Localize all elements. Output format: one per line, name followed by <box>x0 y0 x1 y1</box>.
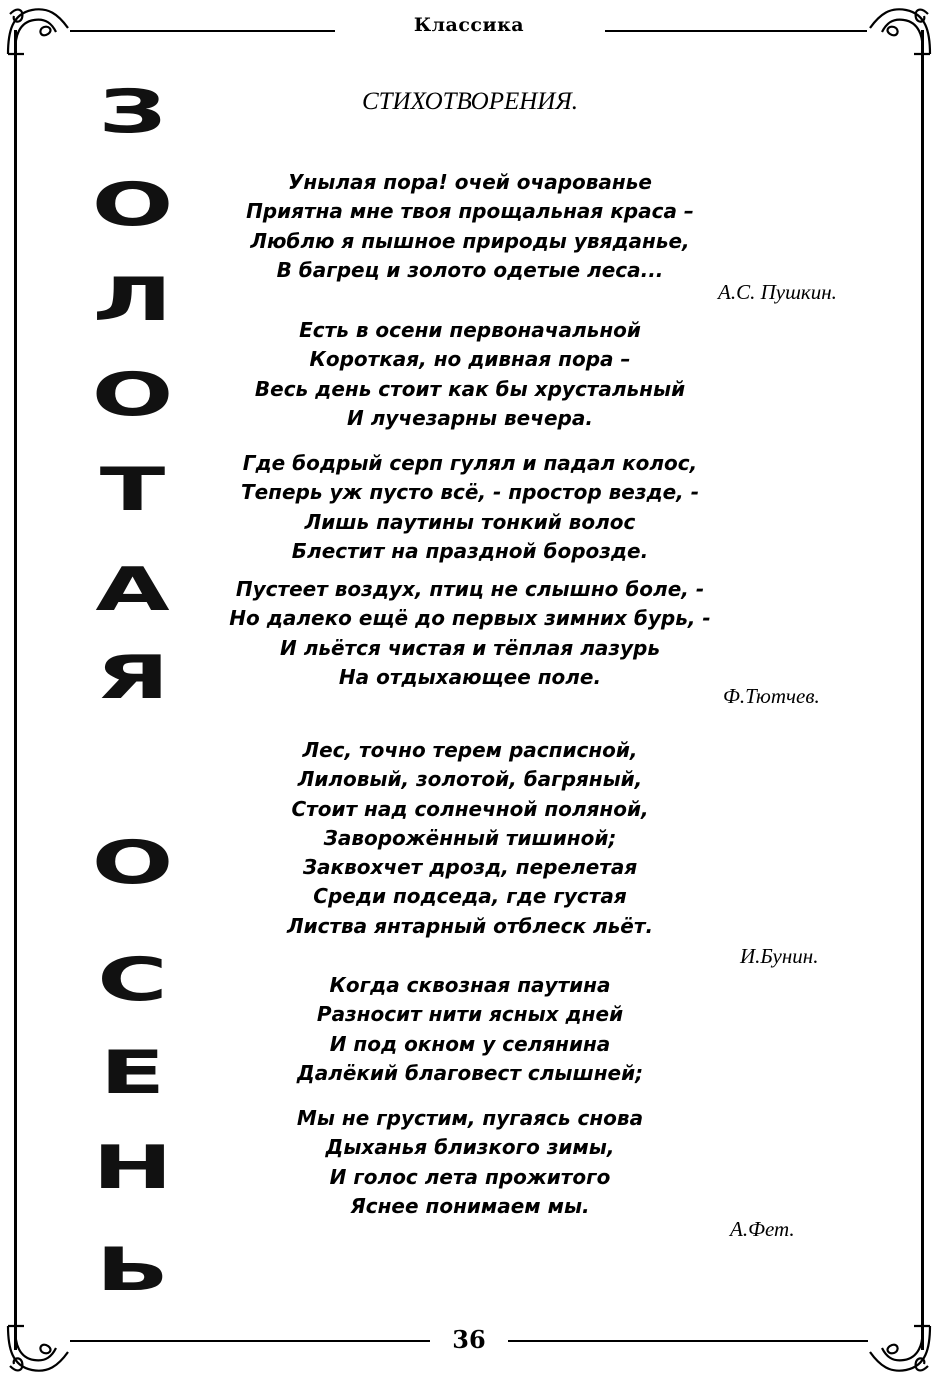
poem-line: Дыханья близкого зимы, <box>325 1135 615 1160</box>
poem-line: Приятна мне твоя прощальная краса – <box>246 199 694 224</box>
vertical-letter: Е <box>99 1038 166 1108</box>
frame-right-border <box>921 30 924 1350</box>
vertical-letter: С <box>97 945 168 1015</box>
vertical-letter: А <box>95 555 170 625</box>
footer-rule-left <box>70 1340 430 1342</box>
poem-line: Блестит на праздной борозде. <box>291 538 649 563</box>
poem-line: И голос лета прожитого <box>329 1164 611 1189</box>
vertical-letter: О <box>91 828 174 898</box>
poem-line: Заворожённый тишиной; <box>323 825 617 850</box>
poem-line: Есть в осени первоначальной <box>299 318 641 342</box>
poem-stanza <box>200 316 740 433</box>
vertical-letter: Л <box>92 265 173 335</box>
author-attribution: А.С. Пушкин. <box>718 280 837 304</box>
poem-line: И под окном у селянина <box>329 1031 611 1056</box>
poem-line: Где бодрый серп гулял и падал колос, <box>242 451 698 475</box>
poem-stanza <box>200 575 740 692</box>
vertical-letter: Ь <box>95 1235 170 1305</box>
poem-line: Лишь паутины тонкий волос <box>304 509 636 534</box>
poem-line: Весь день стоит как бы хрустальный <box>254 376 686 401</box>
footer-rule-right <box>508 1340 868 1342</box>
poem-line: Мы не грустим, пугаясь снова <box>296 1106 644 1130</box>
section-header: Классика <box>413 14 525 36</box>
poem-line: Листва янтарный отблеск льёт. <box>286 913 654 938</box>
poem-line: И лучезарны вечера. <box>347 405 593 430</box>
vertical-letter: Н <box>92 1133 173 1203</box>
poem-line: Люблю я пышное природы увяданье, <box>250 228 690 253</box>
poem-line: Короткая, но дивная пора – <box>309 347 631 372</box>
ornament-corner-icon <box>2 1318 72 1378</box>
poem-stanza <box>200 449 740 566</box>
poem-line: И льётся чистая и тёплая лазурь <box>280 635 660 660</box>
poem-line: Разносит нити ясных дней <box>316 1002 624 1027</box>
poem-stanza <box>200 1104 740 1221</box>
poem-line: Лес, точно терем расписной, <box>302 738 638 762</box>
vertical-letter: О <box>91 170 174 240</box>
poem-line: Пустеет воздух, птиц не слышно боле, - <box>235 577 705 601</box>
vertical-letter: З <box>98 77 167 147</box>
author-attribution: А.Фет. <box>730 1217 795 1241</box>
page-title: СТИХОТВОРЕНИЯ. <box>361 88 579 115</box>
poem-line: Теперь уж пусто всё, - простор везде, - <box>240 480 700 505</box>
poem-line: На отдыхающее поле. <box>338 664 602 689</box>
poem-stanza <box>200 168 740 285</box>
author-attribution: И.Бунин. <box>740 944 819 968</box>
poem-line: Заквохчет дрозд, перелетая <box>302 855 638 880</box>
poem-line: Среди подседа, где густая <box>313 884 627 909</box>
frame-left-border <box>14 30 17 1350</box>
poem-line: Унылая пора! очей очарованье <box>288 170 652 194</box>
page-number: 36 <box>452 1325 486 1354</box>
poem-stanza <box>200 971 740 1088</box>
poem-line: Яснее понимаем мы. <box>350 1193 590 1218</box>
poem-stanza <box>200 736 740 941</box>
poem-line: Но далеко ещё до первых зимних бурь, - <box>229 606 711 631</box>
vertical-letter: О <box>91 360 174 430</box>
poem-line: Лиловый, золотой, багряный, <box>297 767 643 792</box>
poem-line: Когда сквозная паутина <box>329 973 611 997</box>
vertical-letter: Я <box>95 643 170 713</box>
author-attribution: Ф.Тютчев. <box>723 684 820 708</box>
ornament-corner-icon <box>866 1318 936 1378</box>
poem-line: Далёкий благовест слышней; <box>296 1060 644 1085</box>
vertical-letter: Т <box>99 455 166 525</box>
poem-line: Стоит над солнечной поляной, <box>291 796 649 821</box>
poem-line: В багрец и золото одетые леса... <box>276 257 664 282</box>
